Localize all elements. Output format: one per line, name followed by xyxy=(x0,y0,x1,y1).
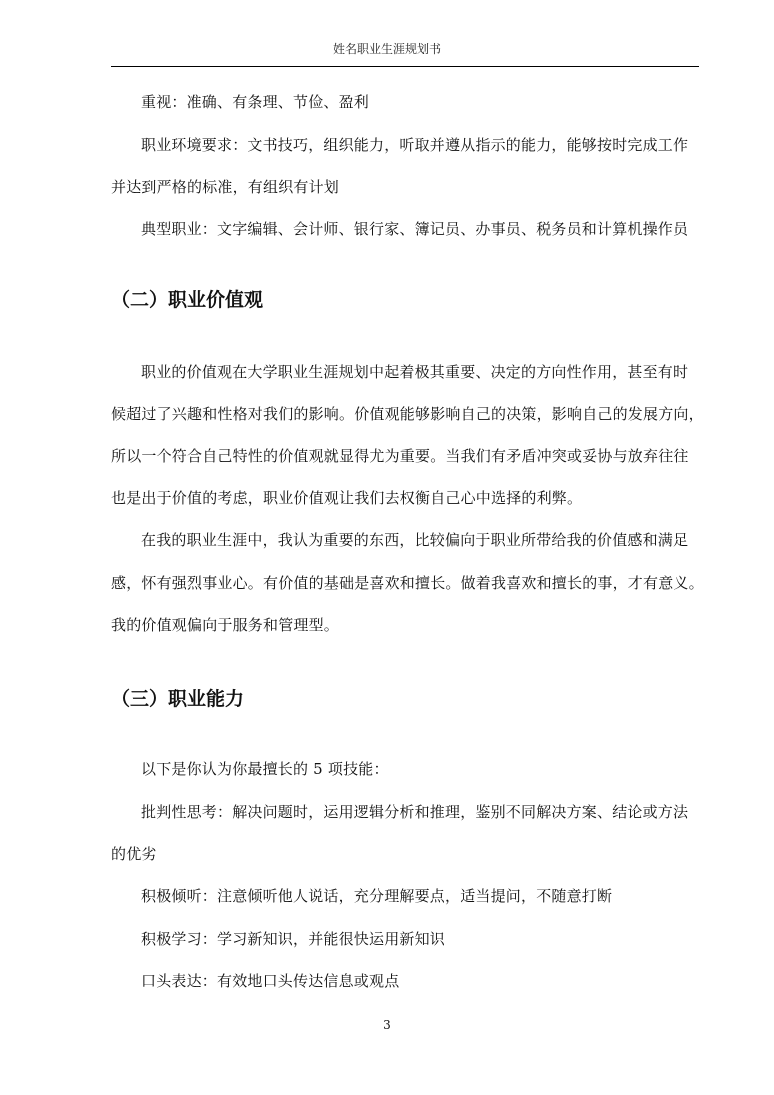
paragraph-line: 典型职业：文字编辑、会计师、银行家、簿记员、办事员、税务员和计算机操作员 xyxy=(141,220,689,238)
paragraph-line: 以下是你认为你最擅长的 5 项技能： xyxy=(141,760,389,778)
section-heading: （三）职业能力 xyxy=(111,688,245,710)
paragraph-line: 感，怀有强烈事业心。有价值的基础是喜欢和擅长。做着我喜欢和擅长的事，才有意义。 xyxy=(111,574,704,592)
paragraph-line: 候超过了兴趣和性格对我们的影响。价值观能够影响自己的决策，影响自己的发展方向， xyxy=(111,405,704,423)
paragraph-line: 在我的职业生涯中，我认为重要的东西，比较偏向于职业所带给我的价值感和满足 xyxy=(141,531,689,549)
section-heading: （二）职业价值观 xyxy=(111,289,264,311)
page-number: 3 xyxy=(383,1018,391,1032)
paragraph-line: 职业的价值观在大学职业生涯规划中起着极其重要、决定的方向性作用，甚至有时 xyxy=(141,363,689,381)
paragraph-line: 重视：准确、有条理、节俭、盈利 xyxy=(141,93,370,111)
paragraph-line: 也是出于价值的考虑，职业价值观让我们去权衡自己心中选择的利弊。 xyxy=(111,489,583,507)
paragraph-line: 积极倾听：注意倾听他人说话，充分理解要点，适当提问，不随意打断 xyxy=(141,887,613,905)
paragraph-line: 积极学习：学习新知识，并能很快运用新知识 xyxy=(141,930,446,948)
page-header-title: 姓名职业生涯规划书 xyxy=(332,42,441,56)
paragraph-line: 的优劣 xyxy=(111,845,157,863)
paragraph-line: 批判性思考：解决问题时，运用逻辑分析和推理，鉴别不同解决方案、结论或方法 xyxy=(141,803,689,821)
header-divider xyxy=(111,66,699,67)
paragraph-line: 并达到严格的标准，有组织有计划 xyxy=(111,178,340,196)
paragraph-line: 职业环境要求：文书技巧，组织能力，听取并遵从指示的能力，能够按时完成工作 xyxy=(141,136,689,154)
paragraph-line: 口头表达：有效地口头传达信息或观点 xyxy=(141,972,400,990)
paragraph-line: 所以一个符合自己特性的价值观就显得尤为重要。当我们有矛盾冲突或妥协与放弃往往 xyxy=(111,447,689,465)
paragraph-line: 我的价值观偏向于服务和管理型。 xyxy=(111,616,340,634)
